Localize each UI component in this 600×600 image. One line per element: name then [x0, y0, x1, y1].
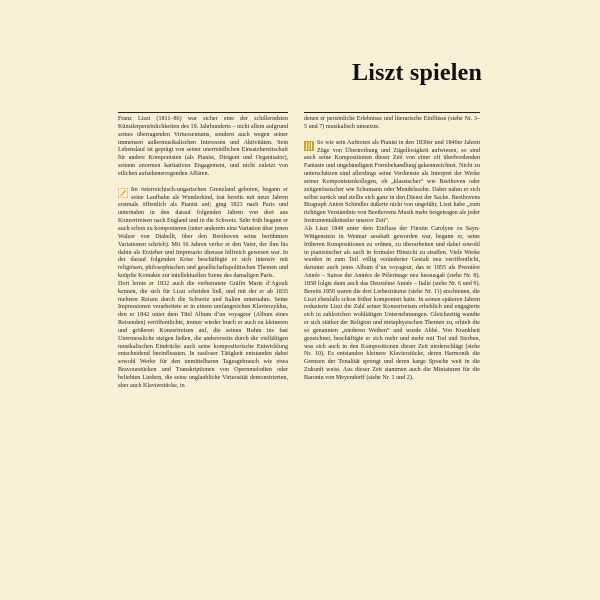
body-paragraph-2: Dort lernte er 1832 auch die verheiratete Gräfin Marie d’Agoult kennen, die sich für Liszt scheiden ließ, und mit der er ab 1835 mehrere Reisen durch die Schweiz und Italien unternahm. Seine Impressionen verarbeitete er in einem umfangreichen Klavierzyklus, den er 1842 unter dem Titel Album d’un voyageur (Album eines Reisenden) veröffentlichte, immer wieder brach er auch zu kleineren und größeren Konzertreisen auf, die seinen Ruhm ins fast Unermessliche steigen ließen, die andererseits durch die vielfältigen musikalischen Eindrücke auch seine kompositorische Entwicklung entscheidend beeinflussten. In rastloser Tätigkeit entstanden dabei sowohl Werke für den unmittelbaren Tagesgebrauch wie etwa Bravourstücken und Transkriptionen von Opernmelodien oder beliebten Liedern, die seine unglaubliche Virtuosität demonstrierten, aber auch Klavierstücke, in	[118, 280, 288, 389]
body-text: Im österreichisch-ungarischen Grenzland geboren, begann er seine Laufbahn als Wunderkind, trat bereits mit neun Jahren erstmals öffentlich als Pianist auf; ging 1823 nach Paris und unternahm in den darauf folgenden Jahren von dort aus Konzertreisen nach England und in die Schweiz. Sehr früh begann er auch schon zu komponieren (unter anderem eine Variation über jenen Walzer von Diabelli, über den Beethoven seine berühmten Variationen schrieb). Mit 16 Jahren verlor er den Vater, der ihm bis dahin als Erzieher und Impresario überaus hilfreich gewesen war. In der darauf folgenden Krise beschäftigte er sich intensiv mit religiösen, philosophischen und gesellschaftspolitischen Themen und knüpfte Kontakte zur intellektuellen Szene des damaligen Paris.	[118, 186, 288, 280]
page-title: Liszt spielen	[352, 60, 482, 86]
continuation-paragraph: denen er persönliche Erlebnisse und literarische Einflüsse (siehe Nr. 3–5 und 7) musikalisch umsetzte.	[304, 116, 480, 130]
right-body-text: So wie sein Auftreten als Pianist in den 1830er und 1840er Jahren Züge von Übertreibung und Zügellosigkeit aufwiesen, so sind auch seine Kompositionen dieser Zeit von einer oft überbordenden Fantasie und ungebändigten Formbehandlung gekennzeichnet. Nicht zu unterschätzen sind allerdings seine Verdienste als Interpret der Werke seiner Komponistenkollegen, ob „klassischer“ wie Beethoven oder zeitgenössischer wie Schumann oder Mendelssohn. Dabei nahm er sich selbst zurück und stellte sich ganz in den Dienst der Sache. Beethovens Biograph Anton Schindler äußerte nicht von ungefähr, Liszt habe „zum richtigen Verständnis von Beethovens Musik mehr beigetragen als jeder Instrumentalkünstler unserer Zeit“.	[304, 139, 480, 225]
right-body-paragraph	[304, 140, 480, 226]
body-paragraph	[118, 187, 288, 281]
right-column	[304, 116, 480, 383]
right-body-paragraph-2: Als Liszt 1848 unter dem Einfluss der Fürstin Carolyne zu Sayn-Wittgenstein in Weimar sesshaft geworden war, begann er, seine früheren Kompositionen zu ordnen, zu überarbeiten und dabei sowohl in pianistischer als auch in formaler Hinsicht zu straffen. Viele Werke wurden in zum Teil völlig veränderter Gestalt neu veröffentlicht, darunter auch jenes Album d’un voyageur, das er 1855 als Première Année – Suisse der Années de Pèlerinage neu herausgab (siehe Nr. 8). 1858 folgte dann auch das Deuxième Année – Italie (siehe Nr. 6 und 9). Bereits 1850 waren die drei Liebesträume (siehe Nr. 11) erschienen, die Liszt ebenfalls schon früher komponiert hatte. In seinen späteren Jahren reduzierte Liszt die Zahl seiner Konzertreisen erheblich und engagierte sich in zahlreichen wohltätigen Unternehmungen. Gleichzeitig wandte er sich stärker der Religion und metaphysischen Themen zu, erhielt die so genannten „niederen Weihen“ und wurde Abbé. Von Krankheit gezeichnet, beschäftigte er sich mehr und mehr mit Tod und Sterben, was sich auch in den Kompositionen dieser Zeit niederschlägt (siehe Nr. 10). Es entstanden kleinere Klavierstücke, deren Harmonik die Grenzen der Tonalität sprengt und deren karge Sprache weit in die Zukunft weist. Aus dieser Zeit stammen auch die Miniaturen für die Baronin von Meyendorff (siehe Nr. 1 und 2).	[304, 225, 480, 381]
right-column-rule	[304, 112, 480, 113]
feather-pen-icon	[118, 188, 128, 198]
left-column-rule	[118, 112, 288, 113]
left-column	[118, 116, 288, 391]
piano-keys-icon	[304, 141, 314, 151]
intro-paragraph: Franz Liszt (1811–86) war sicher eine der schillerndsten Künstlerpersönlichkeiten des 19. Jahrhunderts – nicht allein aufgrund seines überragenden Virtuosentums, sondern auch wegen seiner immensen außermusikalischen Interessen und Aktivitäten. Sein Lebenslauf ist geprägt von seiner unermüdlichen Einsatzbereitschaft für andere Komponisten (als Pianist, Dirigent und Organisator), seinem enormen karitativen Engagement, und nicht zuletzt von etlichen aufsehenerregenden Affären.	[118, 116, 288, 177]
